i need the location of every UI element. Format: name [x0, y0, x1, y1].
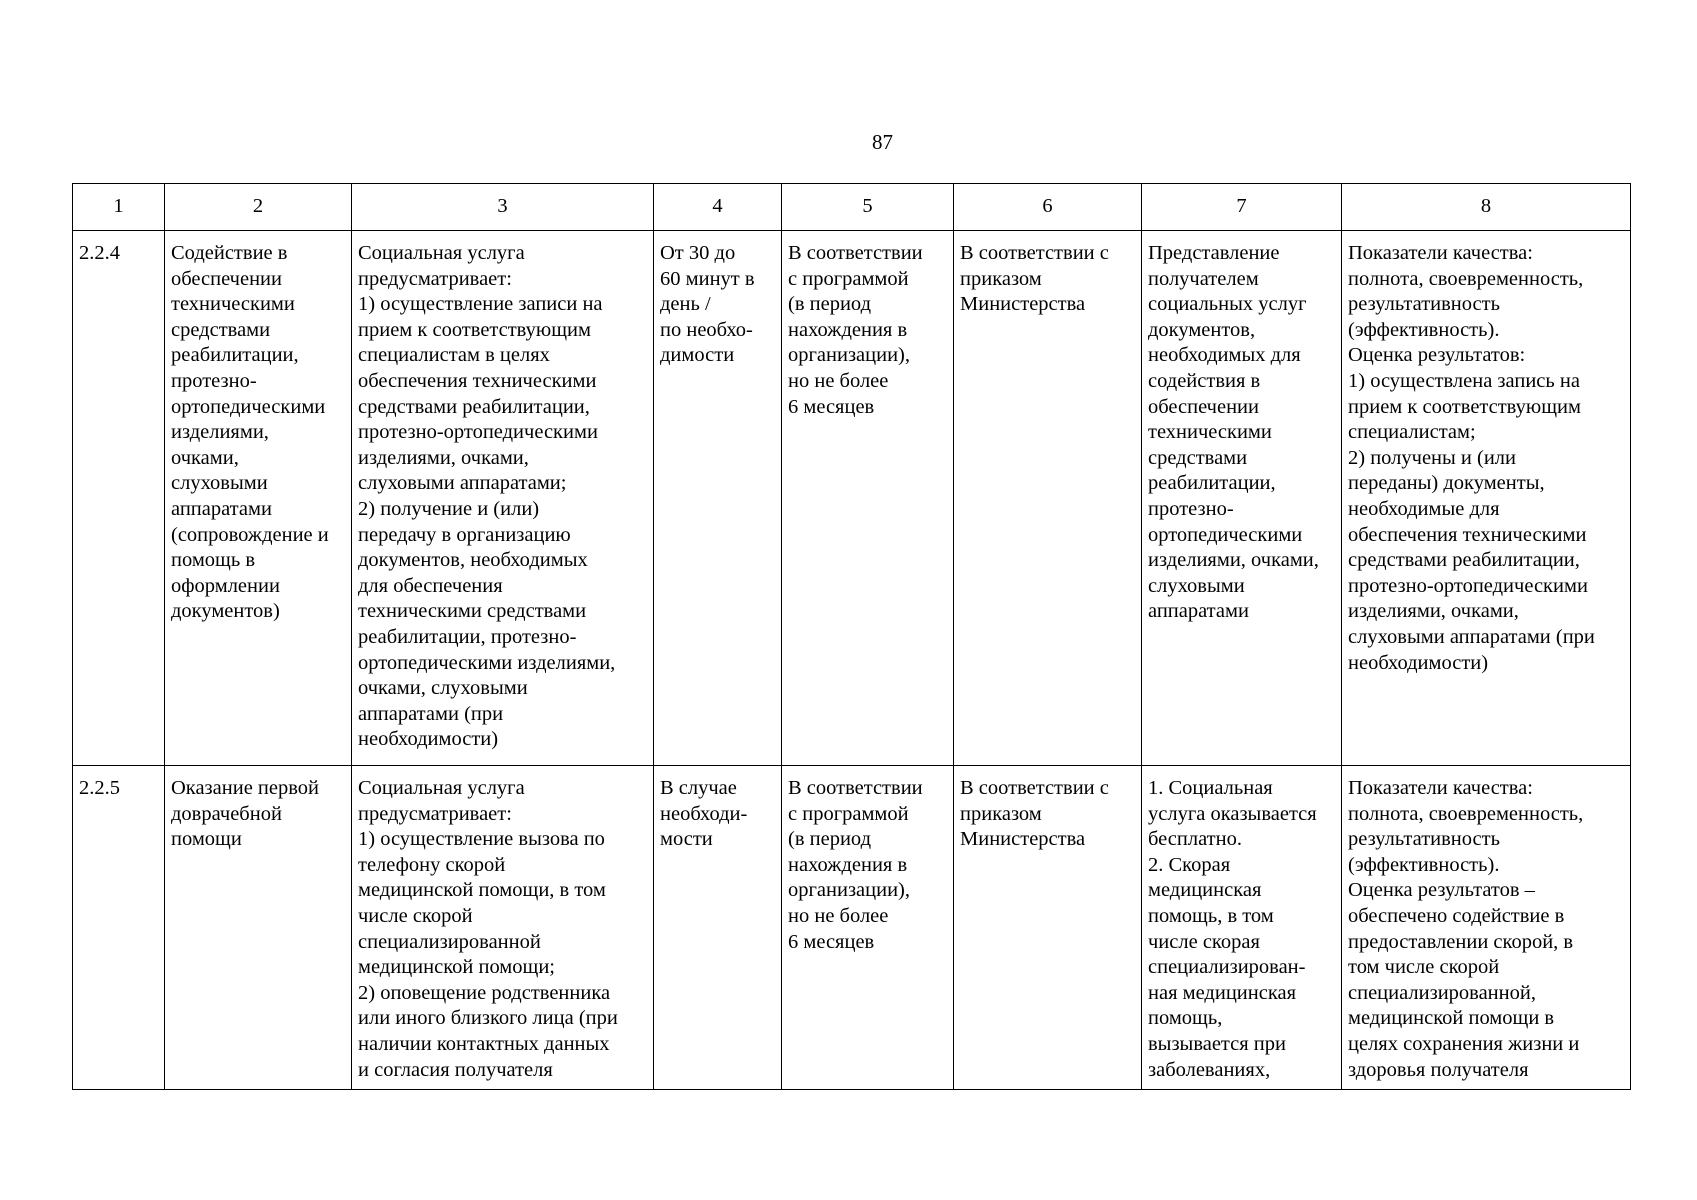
service-term: В соответствии с программой (в период нахождения в организации), но не более 6 месяцев [782, 231, 954, 766]
service-name: Содействие в обеспечении техническими средствами реабилитации, протезно- ортопедическими изделиями, очками, слуховыми аппаратами (сопровождение и помощь в оформлении документов) [165, 231, 352, 766]
service-term: В соответствии с программой (в период нахождения в организации), но не более 6 месяцев [782, 766, 954, 1090]
column-header: 7 [1142, 184, 1342, 231]
service-tariff: В соответствии с приказом Министерства [954, 766, 1142, 1090]
service-conditions: 1. Социальная услуга оказывается бесплатно. 2. Скорая медицинская помощь, в том числе скорая специализирован- ная медицинская помощь, вызывается при заболеваниях, [1142, 766, 1342, 1090]
header-row [73, 184, 1631, 231]
service-description: Социальная услуга предусматривает: 1) осуществление вызова по телефону скорой медицинской помощи, в том числе скорой специализированной медицинской помощи; 2) оповещение родственника или иного близкого лица (при наличии контактных данных и согласия получателя [352, 766, 654, 1090]
service-quality: Показатели качества: полнота, своевременность, результативность (эффективность). Оценка результатов: 1) осуществлена запись на прием к соответствующим специалистам; 2) получены и (или переданы) документы, необходимые для обеспечения техническими средствами реабилитации, протезно-ортопедическими изделиями, очками, слуховыми аппаратами (при необходимости) [1342, 231, 1631, 766]
service-timing: В случае необходи- мости [654, 766, 782, 1090]
column-header: 8 [1342, 184, 1631, 231]
column-header: 4 [654, 184, 782, 231]
service-tariff: В соответствии с приказом Министерства [954, 231, 1142, 766]
service-quality: Показатели качества: полнота, своевременность, результативность (эффективность). Оценка результатов – обеспечено содействие в предоставлении скорой, в том числе скорой специализированной, медицинской помощи в целях сохранения жизни и здоровья получателя [1342, 766, 1631, 1090]
service-timing: От 30 до 60 минут в день / по необхо- димости [654, 231, 782, 766]
table-row [73, 231, 1631, 766]
service-name: Оказание первой доврачебной помощи [165, 766, 352, 1090]
column-header: 3 [352, 184, 654, 231]
column-header: 1 [73, 184, 165, 231]
page-number: 87 [872, 130, 893, 154]
column-header: 5 [782, 184, 954, 231]
service-number: 2.2.4 [73, 231, 165, 766]
service-description: Социальная услуга предусматривает: 1) осуществление записи на прием к соответствующим специалистам в целях обеспечения техническими средствами реабилитации, протезно-ортопедическими изделиями, очками, слуховыми аппаратами; 2) получение и (или) передачу в организацию документов, необходимых для обеспечения техническими средствами реабилитации, протезно- ортопедическими изделиями, очками, слуховыми аппаратами (при необходимости) [352, 231, 654, 766]
table-row [73, 766, 1631, 1090]
column-header: 2 [165, 184, 352, 231]
service-number: 2.2.5 [73, 766, 165, 1090]
column-header: 6 [954, 184, 1142, 231]
services-table [72, 183, 1631, 1090]
service-conditions: Представление получателем социальных услуг документов, необходимых для содействия в обеспечении техническими средствами реабилитации, протезно- ортопедическими изделиями, очками, слуховыми аппаратами [1142, 231, 1342, 766]
